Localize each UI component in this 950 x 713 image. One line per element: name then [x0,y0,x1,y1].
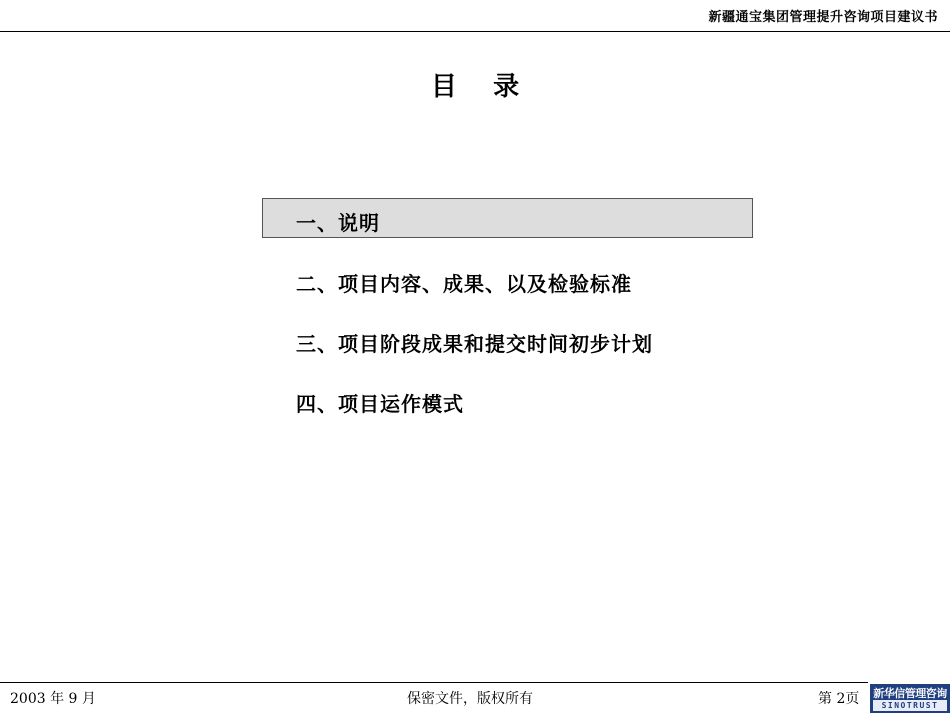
footer-confidential-notice: 保密文件，版权所有 [407,691,533,707]
toc-item-project-content[interactable]: 二、项目内容、成果、以及检验标准 [296,272,632,296]
company-logo [870,684,950,713]
footer-divider [0,682,868,683]
toc-item-operation-mode[interactable]: 四、项目运作模式 [296,392,464,416]
page-number: 第 2页 [818,691,860,707]
toc-item-explanation[interactable]: 一、说明 [296,211,380,235]
logo-english-name: SINOTRUST [873,700,947,711]
logo-chinese-name: 新华信管理咨询 [873,687,947,700]
header-title: 新疆通宝集团管理提升咨询项目建议书 [708,10,938,25]
toc-item-project-schedule[interactable]: 三、项目阶段成果和提交时间初步计划 [296,332,653,356]
page-title: 目 录 [430,72,520,102]
footer-date: 2003 年 9 月 [10,691,96,707]
